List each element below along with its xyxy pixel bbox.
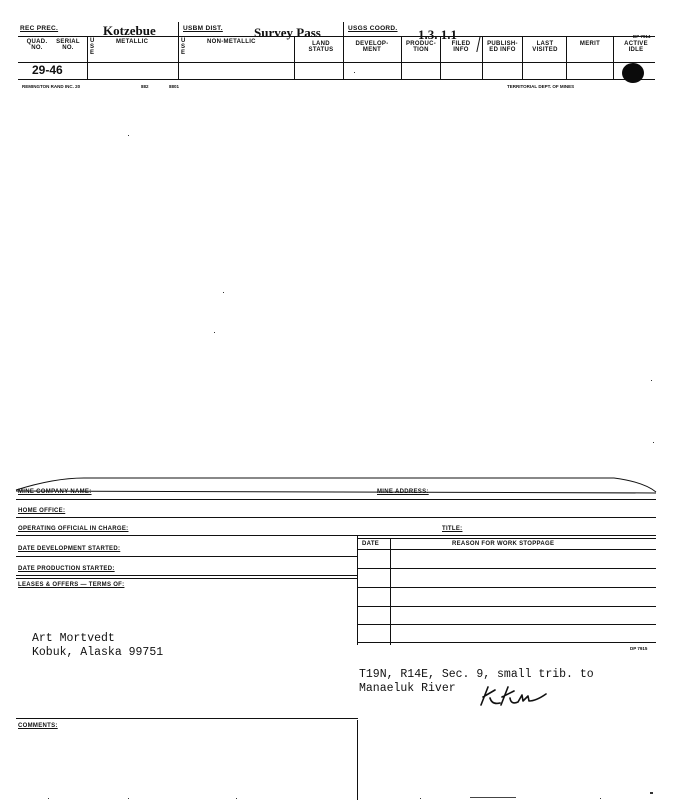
- location-line-2: Manaeluk River: [359, 682, 456, 695]
- print-code-b: 8801: [169, 84, 180, 89]
- last-visited-header: LAST VISITED: [532, 41, 558, 53]
- usgs-coord-label: USGS COORD.: [348, 25, 398, 32]
- leases-offers-label: LEASES & OFFERS — TERMS OF:: [18, 582, 125, 588]
- active-idle-header: ACTIVE IDLE: [624, 41, 648, 53]
- form-number-bottom: DP 7915: [630, 646, 648, 651]
- comments-label: COMMENTS:: [18, 723, 58, 729]
- non-metallic-header: NON-METALLIC: [207, 39, 256, 45]
- mine-address-label: MINE ADDRESS:: [377, 489, 429, 495]
- quad-header: QUAD. NO.: [26, 39, 48, 51]
- printer-imprint: REMINGTON RAND INC. 20: [22, 84, 81, 89]
- department-imprint: TERRITORIAL DEPT. OF MINES: [507, 84, 575, 89]
- handwritten-initials: [478, 684, 550, 708]
- active-status-mark: [620, 62, 646, 84]
- location-line-1: T19N, R14E, Sec. 9, small trib. to: [359, 668, 594, 681]
- owner-address: Kobuk, Alaska 99751: [32, 646, 164, 659]
- rec-prec-value: Kotzebue: [103, 23, 156, 38]
- operating-official-label: OPERATING OFFICIAL IN CHARGE:: [18, 526, 129, 532]
- usbm-dist-label: USBM DIST.: [183, 25, 223, 32]
- date-column-header: DATE: [362, 541, 380, 547]
- reason-column-header: REASON FOR WORK STOPPAGE: [452, 541, 555, 547]
- card-edge: [14, 472, 659, 496]
- usgs-coord-value: 1.3. 1.1: [418, 27, 457, 42]
- published-info-header: PUBLISH- ED INFO: [487, 41, 518, 53]
- production-header: PRODUC- TION: [405, 41, 437, 53]
- use-letters-2: U S E: [181, 38, 186, 56]
- development-header: DEVELOP- MENT: [355, 41, 389, 53]
- filed-info-header: FILED INFO: [451, 41, 471, 53]
- date-production-label: DATE PRODUCTION STARTED:: [18, 566, 115, 572]
- quad-serial-value: 29-46: [32, 63, 63, 77]
- owner-name: Art Mortvedt: [32, 632, 115, 645]
- merit-header: MERIT: [579, 41, 601, 47]
- metallic-header: METALLIC: [116, 39, 149, 45]
- date-development-label: DATE DEVELOPMENT STARTED:: [18, 546, 121, 552]
- usbm-dist-value: Survey Pass: [254, 25, 321, 40]
- use-letters-1: U S E: [90, 38, 95, 56]
- title-label: TITLE:: [442, 526, 463, 532]
- rec-prec-label: REC PREC.: [20, 25, 59, 32]
- mine-company-label: MINE COMPANY NAME:: [18, 489, 92, 495]
- serial-header: SERIAL NO.: [56, 39, 80, 51]
- land-status-header: LAND STATUS: [308, 41, 334, 53]
- print-code-a: 882: [141, 84, 149, 89]
- home-office-label: HOME OFFICE:: [18, 508, 66, 514]
- form-number-top: DP 7914: [633, 34, 651, 39]
